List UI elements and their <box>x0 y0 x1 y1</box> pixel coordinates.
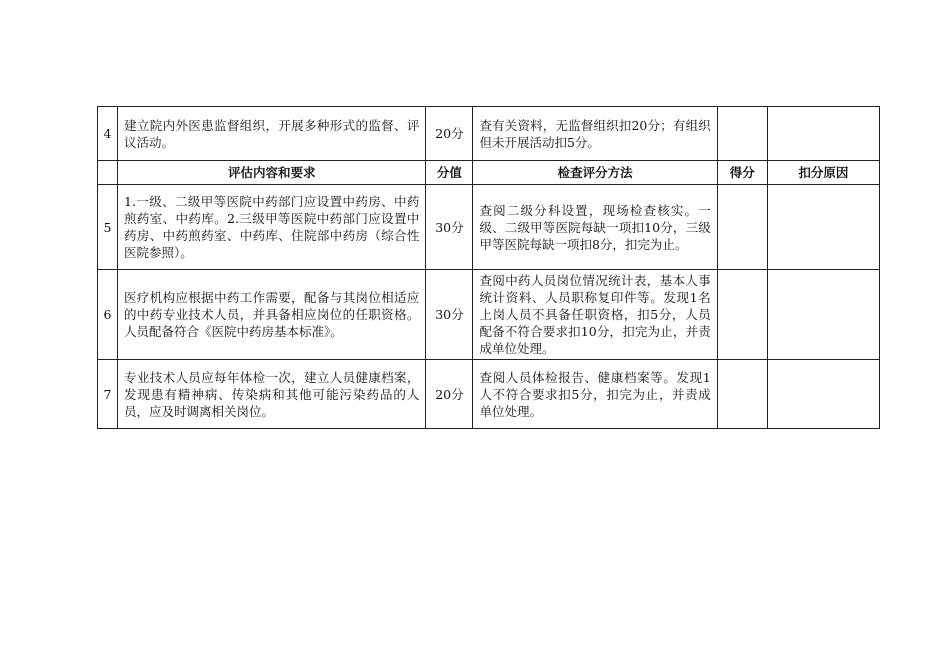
evaluation-table <box>97 106 880 429</box>
requirement-text: 1.一级、二级甲等医院中药部门应设置中药房、中药煎药室、中药库。2.三级甲等医院中药部门应设置中药房、中药煎药室、中药库、住院部中药房（综合性医院参照）。 <box>118 185 426 270</box>
score-obtained-cell <box>717 360 767 429</box>
header-got: 得分 <box>717 161 767 185</box>
score-obtained-cell <box>717 107 767 161</box>
deduction-reason-cell <box>767 107 879 161</box>
score-obtained-cell <box>717 270 767 360</box>
scoring-method: 查阅人员体检报告、健康档案等。发现1人不符合要求扣5分，扣完为止，并责成单位处理。 <box>473 360 717 429</box>
header-number <box>98 161 118 185</box>
scoring-method: 查有关资料，无监督组织扣20分；有组织但未开展活动扣5分。 <box>473 107 717 161</box>
requirement-text: 建立院内外医患监督组织，开展多种形式的监督、评议活动。 <box>118 107 426 161</box>
deduction-reason-cell <box>767 360 879 429</box>
row-number: 4 <box>98 107 118 161</box>
requirement-text: 专业技术人员应每年体检一次，建立人员健康档案，发现患有精神病、传染病和其他可能污染药品的人员，应及时调离相关岗位。 <box>118 360 426 429</box>
header-row <box>98 161 880 185</box>
header-score: 分值 <box>426 161 473 185</box>
row-number: 6 <box>98 270 118 360</box>
row-number: 7 <box>98 360 118 429</box>
requirement-text: 医疗机构应根据中药工作需要，配备与其岗位相适应的中药专业技术人员，并具备相应岗位的任职资格。人员配备符合《医院中药房基本标准》。 <box>118 270 426 360</box>
row-number: 5 <box>98 185 118 270</box>
score-value: 30分 <box>426 270 473 360</box>
header-content: 评估内容和要求 <box>118 161 426 185</box>
score-value: 30分 <box>426 185 473 270</box>
table-row <box>98 270 880 360</box>
scoring-method: 查阅二级分科设置，现场检查核实。一级、二级甲等医院每缺一项扣10分，三级甲等医院每缺一项扣8分，扣完为止。 <box>473 185 717 270</box>
table-row <box>98 107 880 161</box>
score-obtained-cell <box>717 185 767 270</box>
header-method: 检查评分方法 <box>473 161 717 185</box>
table-row <box>98 185 880 270</box>
score-value: 20分 <box>426 360 473 429</box>
table-row <box>98 360 880 429</box>
scoring-method: 查阅中药人员岗位情况统计表，基本人事统计资料、人员职称复印件等。发现1名上岗人员不具备任职资格，扣5分，人员配备不符合要求扣10分，扣完为止，并责成单位处理。 <box>473 270 717 360</box>
deduction-reason-cell <box>767 270 879 360</box>
score-value: 20分 <box>426 107 473 161</box>
deduction-reason-cell <box>767 185 879 270</box>
header-reason: 扣分原因 <box>767 161 879 185</box>
